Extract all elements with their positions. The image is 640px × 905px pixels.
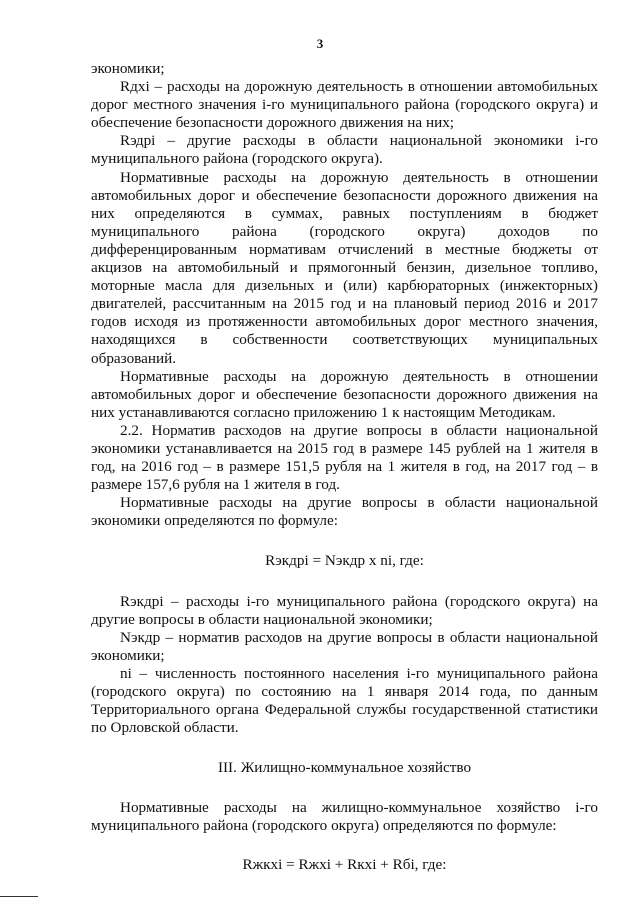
section-heading-housing: III. Жилищно-коммунальное хозяйство (217, 759, 472, 777)
paragraph-section-2-2: 2.2. Норматив расходов на другие вопросы в области национальной экономики устанавливается на 2015 год в размере 145 рублей на 1 жителя в год, на 2016 год – в размере 151,5 рубля на 1 жителя в год, на 2017 год – в размере 157,6 рубля на 1 жителя в год. (91, 421, 598, 494)
formula-rzhkx: Rжкxi = Rжxi + Rкxi + Rбi, где: (242, 855, 447, 873)
definition-ni: ni – численность постоянного населения i-го муниципального района (городского округа) по состоянию на 1 января 2014 года, по данным Территориального органа Федеральной службы государственной статистики по Орловской области. (91, 664, 598, 737)
paragraph-road-appendix: Нормативные расходы на дорожную деятельность в отношении автомобильных дорог и обеспечение безопасности дорожного движения на них устанавливаются согласно приложению 1 к настоящим Методикам. (91, 367, 598, 421)
formula-rekdr: Rэкдрi = Nэкдр x ni, где: (265, 552, 424, 570)
document-body (91, 60, 598, 874)
paragraph-formula-intro: Нормативные расходы на другие вопросы в области национальной экономики определяются по формуле: (91, 494, 598, 530)
paragraph-housing-intro: Нормативные расходы на жилищно-коммунальное хозяйство i-го муниципального района (городского округа) определяются по формуле: (91, 799, 598, 835)
definition-nekdr: Nэкдр – норматив расходов на другие вопросы в области национальной экономики; (91, 628, 598, 664)
definition-redr: Rэдрi – другие расходы в области национальной экономики i-го муниципального района (городского округа). (91, 132, 598, 168)
definition-rekdr: Rэкдрi – расходы i-го муниципального района (городского округа) на другие вопросы в области национальной экономики; (91, 592, 598, 628)
paragraph-continuation: экономики; (91, 60, 165, 77)
paragraph-road-expenses: Нормативные расходы на дорожную деятельность в отношении автомобильных дорог и обеспечение безопасности дорожного движения на них определяются в суммах, равных поступлениям в бюджет муниципального района (городского округа) доходов по дифференцированным нормативам отчислений в местные бюджеты от акцизов на автомобильный и прямогонный бензин, дизельное топливо, моторные масла для дизельных и (или) карбюраторных (инжекторных) двигателей, рассчитанным на 2015 год и на плановый период 2016 и 2017 годов исходя из протяженности автомобильных дорог местного значения, находящихся в собственности соответствующих муниципальных образований. (91, 168, 598, 367)
footer-divider (0, 896, 38, 897)
definition-rdh: Rдхi – расходы на дорожную деятельность в отношении автомобильных дорог местного значения i-го муниципального района (городского округа) и обеспечение безопасности дорожного движения на них; (91, 78, 598, 132)
page-number: 3 (316, 36, 324, 51)
